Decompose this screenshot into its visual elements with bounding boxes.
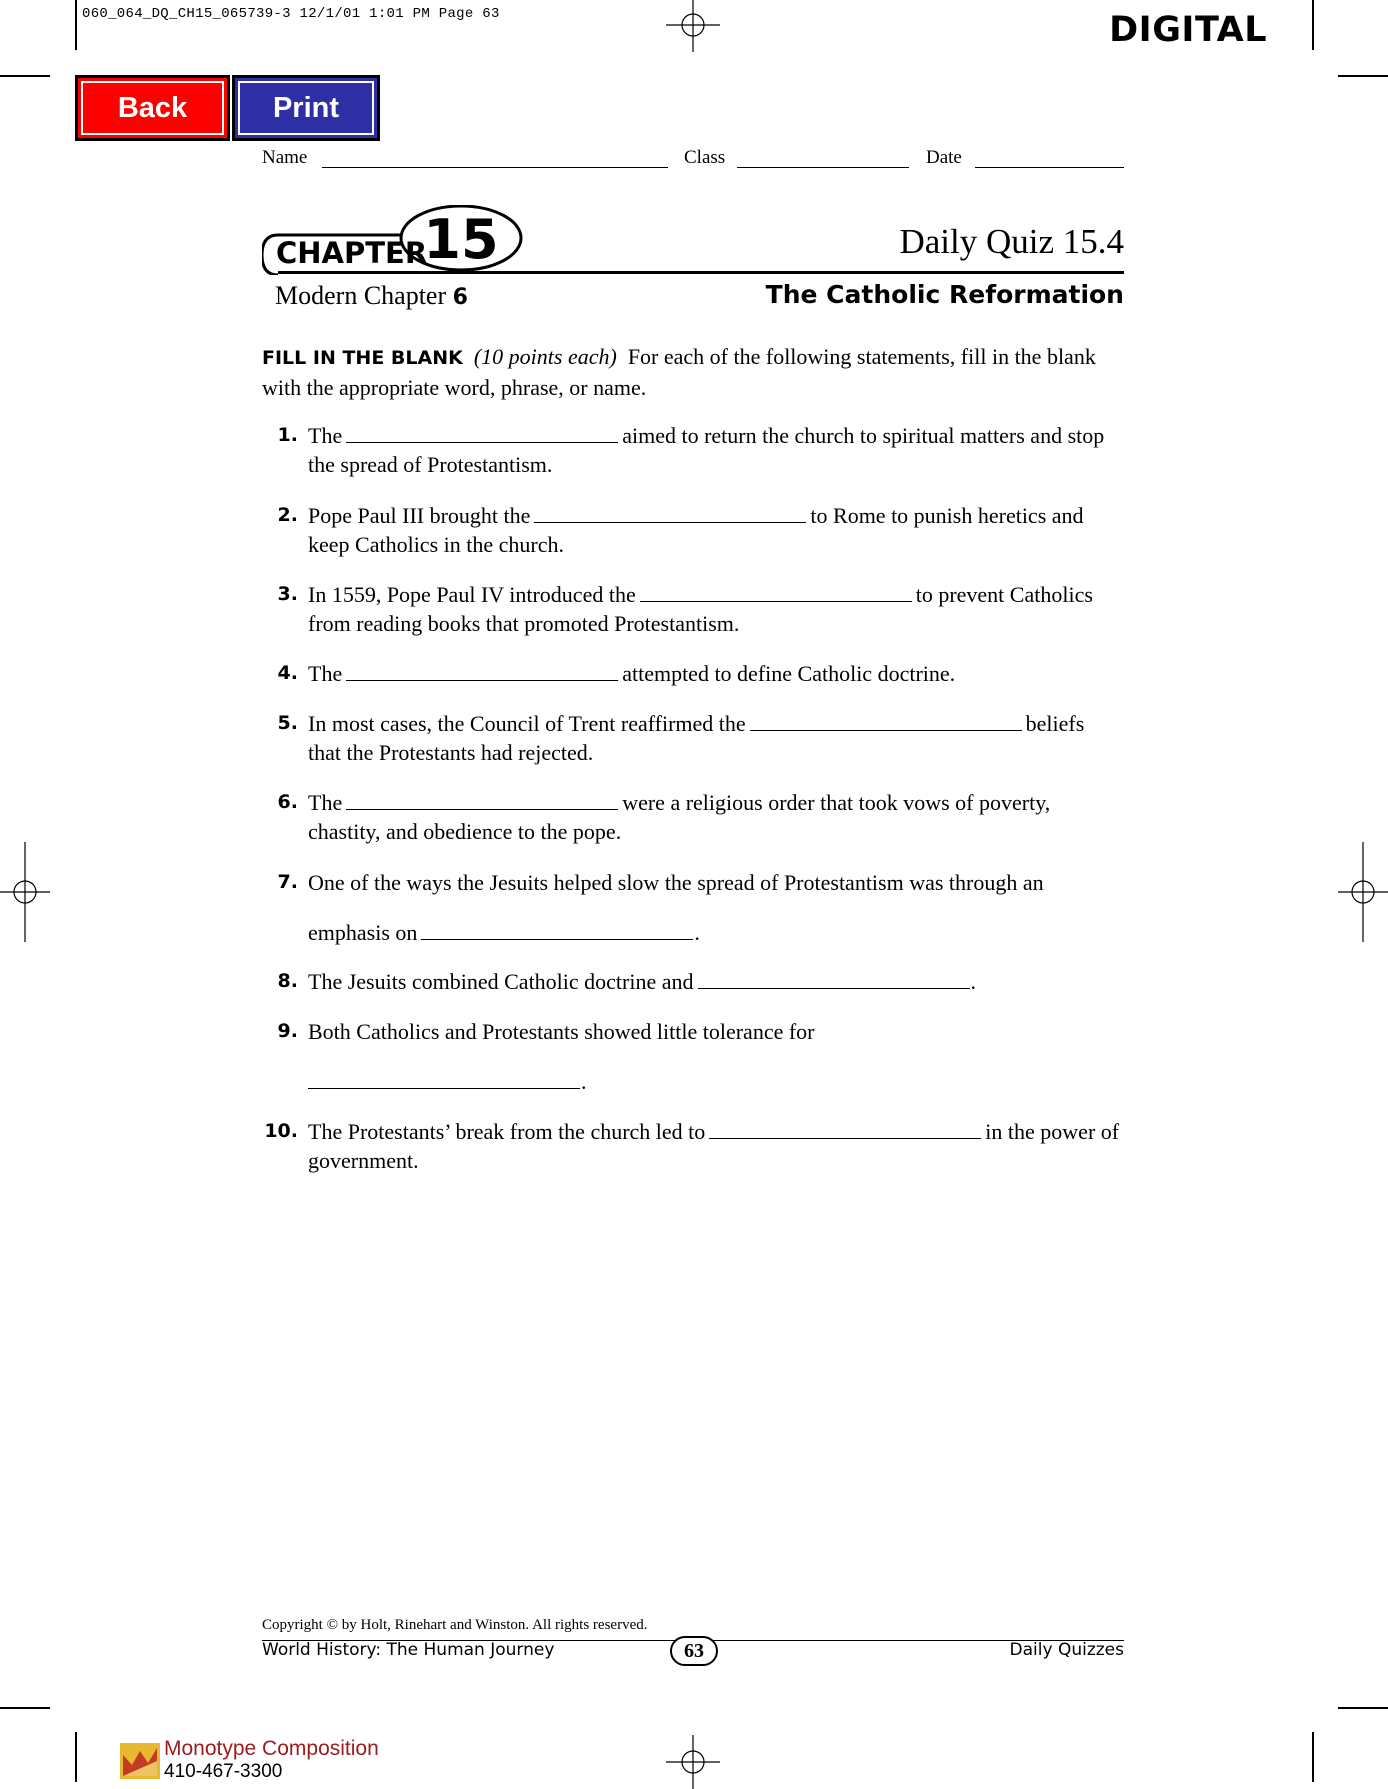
instructions	[262, 342, 1122, 402]
question	[262, 967, 1122, 996]
answer-blank[interactable]	[709, 1118, 981, 1139]
monotype-logo-icon	[120, 1743, 160, 1779]
file-slug: 060_064_DQ_CH15_065739-3 12/1/01 1:01 PM Page 63	[82, 6, 500, 22]
modern-chapter	[275, 281, 468, 311]
answer-blank[interactable]	[750, 710, 1022, 731]
chapter-number: 15	[423, 208, 499, 271]
question	[262, 788, 1122, 846]
question-text: In 1559, Pope Paul IV introduced the	[308, 582, 636, 607]
question-text: .	[694, 920, 700, 945]
question-number: 10.	[264, 1120, 298, 1142]
answer-blank[interactable]	[640, 581, 912, 602]
question-text: In most cases, the Council of Trent reaffirmed the	[308, 711, 746, 736]
date-field[interactable]	[975, 166, 1124, 168]
modern-chapter-label: Modern Chapter	[275, 281, 447, 310]
question-number: 1.	[277, 424, 298, 446]
chapter-badge	[262, 205, 527, 275]
question-number: 5.	[277, 712, 298, 734]
vendor-name: Monotype Composition	[164, 1737, 379, 1760]
crop-mark	[75, 1732, 77, 1782]
question	[262, 868, 1122, 947]
name-label: Name	[262, 147, 308, 168]
instructions-label: FILL IN THE BLANK	[262, 347, 463, 369]
copyright: Copyright © by Holt, Rinehart and Winston. All rights reserved.	[262, 1617, 648, 1633]
back-button-label: Back	[117, 91, 188, 124]
crop-mark	[1338, 1707, 1388, 1709]
vendor-phone: 410-467-3300	[164, 1761, 283, 1782]
answer-blank[interactable]	[534, 502, 806, 523]
registration-mark-icon	[666, 0, 720, 52]
instructions-text: For each of the following statements, fill in the blank with the appropriate word, phrase, or name.	[262, 344, 1096, 400]
registration-mark-icon	[0, 842, 50, 942]
crop-mark	[75, 0, 77, 50]
question-text: The	[308, 661, 343, 686]
question-text: .	[970, 969, 977, 994]
question	[262, 709, 1122, 767]
class-label: Class	[684, 147, 726, 168]
date-label: Date	[926, 147, 962, 168]
answer-blank[interactable]	[346, 789, 618, 810]
question-text: in the power of government.	[308, 1119, 1120, 1173]
question-text: The Protestants’ break from the church led to	[308, 1119, 706, 1144]
question-text: to Rome to punish heretics and keep Catholics in the church.	[308, 503, 1084, 557]
section-title: The Catholic Reformation	[765, 280, 1124, 309]
question-number: 3.	[277, 583, 298, 605]
question-text: emphasis on	[308, 920, 418, 945]
question-number: 2.	[277, 504, 298, 526]
question-number: 4.	[277, 662, 298, 684]
quiz-title: Daily Quiz 15.4	[899, 222, 1124, 261]
back-button[interactable]	[75, 75, 230, 141]
question-text: attempted to define Catholic doctrine.	[622, 661, 956, 686]
question	[262, 580, 1122, 638]
question-number: 7.	[277, 871, 298, 893]
question	[262, 1117, 1122, 1175]
question	[262, 1017, 1122, 1096]
instructions-points: (10 points each)	[473, 344, 617, 369]
answer-blank[interactable]	[698, 968, 970, 989]
crop-mark	[1312, 1732, 1314, 1782]
chapter-word: CHAPTER	[276, 236, 428, 270]
digital-label: DIGITAL	[1109, 10, 1267, 50]
answer-blank[interactable]	[346, 660, 618, 681]
question-text: to prevent Catholics from reading books that promoted Protestantism.	[308, 582, 1093, 636]
header-rule	[278, 271, 1124, 274]
print-button-label: Print	[272, 91, 340, 124]
question-text: Pope Paul III brought the	[308, 503, 531, 528]
crop-mark	[0, 1707, 50, 1709]
answer-blank[interactable]	[308, 1068, 580, 1089]
registration-mark-icon	[1338, 842, 1388, 942]
page-number: 63	[670, 1636, 718, 1666]
question-number: 9.	[277, 1020, 298, 1042]
name-field[interactable]	[322, 166, 668, 168]
question-number: 6.	[277, 791, 298, 813]
book-title: World History: The Human Journey	[262, 1640, 555, 1660]
question-text: .	[581, 1069, 587, 1094]
crop-mark	[1312, 0, 1314, 50]
question-text: aimed to return the church to spiritual matters and stop the spread of Protestantism.	[308, 423, 1105, 477]
question	[262, 421, 1122, 479]
question-text: The	[308, 790, 343, 815]
question	[262, 501, 1122, 559]
class-field[interactable]	[737, 166, 909, 168]
question-text: beliefs that the Protestants had rejected.	[308, 711, 1085, 765]
answer-blank[interactable]	[346, 422, 618, 443]
question-text: Both Catholics and Protestants showed little tolerance for	[308, 1019, 815, 1044]
crop-mark	[0, 75, 50, 77]
crop-mark	[1338, 75, 1388, 77]
question-number: 8.	[277, 970, 298, 992]
series-title: Daily Quizzes	[1009, 1640, 1124, 1660]
question	[262, 659, 1122, 688]
registration-mark-icon	[666, 1735, 720, 1789]
question-text: One of the ways the Jesuits helped slow the spread of Protestantism was through an	[308, 870, 1044, 895]
modern-chapter-number: 6	[452, 285, 468, 310]
question-text: The Jesuits combined Catholic doctrine and	[308, 969, 694, 994]
question-text: The	[308, 423, 343, 448]
print-button[interactable]	[232, 75, 380, 141]
answer-blank[interactable]	[421, 919, 693, 940]
question-text: were a religious order that took vows of poverty, chastity, and obedience to the pope.	[308, 790, 1051, 844]
